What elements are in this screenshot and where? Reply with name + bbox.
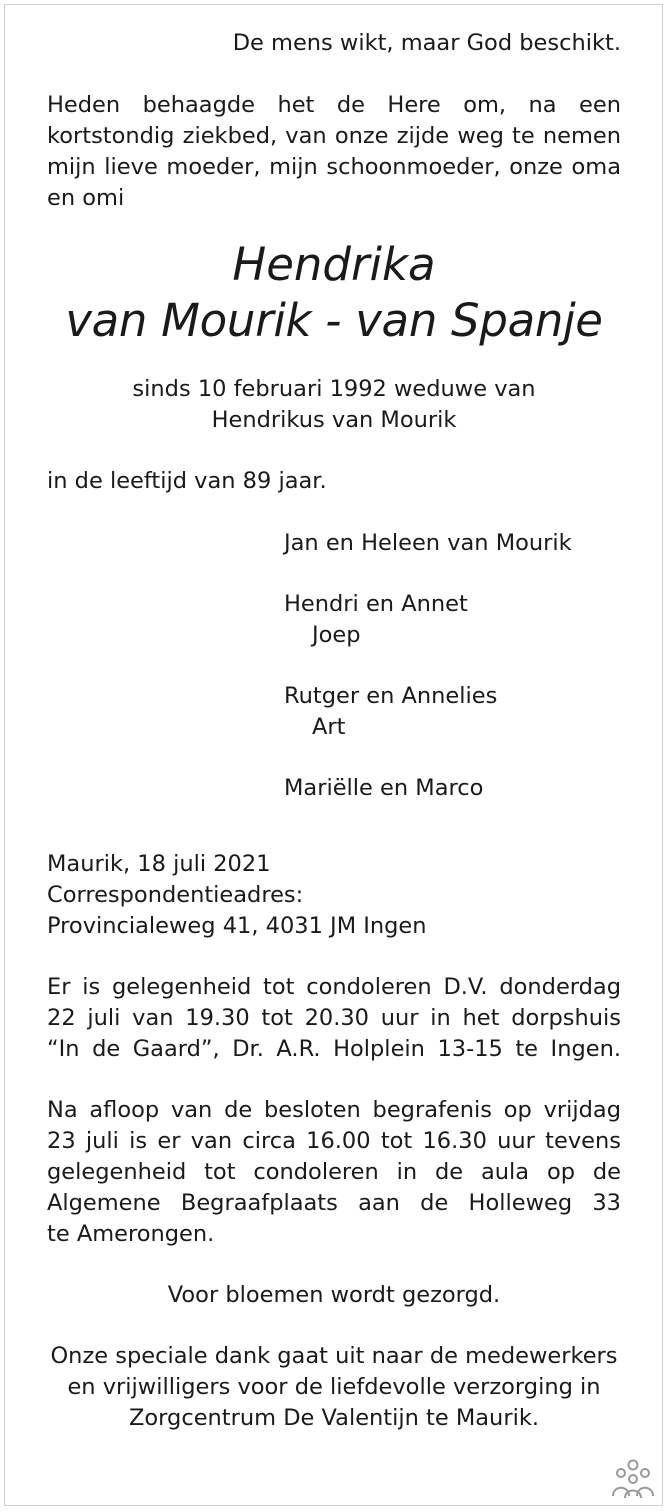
thanks-line: Onze speciale dank gaat uit naar de medewerkers [50,1343,618,1369]
intro-line: kortstondig ziekbed, van onze zijde weg te nemen [47,123,621,149]
correspondence-label: Correspondentieadres: [47,882,304,908]
condolence-line: 23 juli is er van circa 16.00 tot 16.30 uur tevens [47,1128,621,1154]
family-group [284,589,621,651]
condolence-line: Algemene Begraafplaats aan de Holleweg 33 [47,1190,621,1216]
condolence-paragraph-2 [47,1095,621,1250]
thanks-line: Zorgcentrum De Valentijn te Maurik. [129,1405,539,1431]
widow-note-line: Hendrikus van Mourik [211,407,457,433]
obituary-notice [47,28,621,1434]
people-group-icon [610,1458,656,1500]
correspondence-address: Provincialeweg 41, 4031 JM Ingen [47,913,427,939]
condolence-line: Na afloop van de besloten begrafenis op vrijdag [47,1097,621,1123]
widow-note-line: sinds 10 februari 1992 weduwe van [132,376,536,402]
age-note: in de leeftijd van 89 jaar. [47,468,327,494]
family-names: Jan en Heleen van Mourik [284,530,572,556]
deceased-name [47,237,621,349]
intro-paragraph [47,90,621,214]
intro-line: en omi [47,185,125,211]
thanks-line: en vrijwilligers voor de liefdevolle verzorging in [67,1374,601,1400]
family-names: Hendri en Annet [284,591,468,617]
place-date: Maurik, 18 juli 2021 [47,851,271,877]
family-names: Mariëlle en Marco [284,775,484,801]
family-children: Art [312,714,346,740]
family-children: Joep [312,622,361,648]
family-group [284,528,621,559]
motto: De mens wikt, maar God beschikt. [232,30,621,56]
condolence-line: Er is gelegenheid tot condoleren D.V. donderdag [47,974,621,1000]
family-names: Rutger en Annelies [284,683,498,709]
thanks-paragraph [47,1341,621,1434]
condolence-line: te Amerongen. [47,1221,215,1247]
deceased-full-name: van Mourik - van Spanje [65,294,603,347]
condolence-line: 22 juli van 19.30 tot 20.30 uur in het dorpshuis [47,1005,621,1031]
intro-line: mijn lieve moeder, mijn schoonmoeder, onze oma [47,154,621,180]
deceased-first-name: Hendrika [232,238,436,291]
widow-note [47,374,621,436]
family-group [284,681,621,743]
family-group [284,773,621,804]
condolence-line: “In de Gaard”, Dr. A.R. Holplein 13-15 te Ingen. [47,1036,621,1062]
condolence-line: gelegenheid tot condoleren in de aula op de [47,1159,621,1185]
address-block [47,849,621,942]
condolence-paragraph-1 [47,972,621,1065]
intro-line: Heden behaagde het de Here om, na een [47,92,621,118]
flowers-note: Voor bloemen wordt gezorgd. [167,1282,501,1308]
family-list [284,528,621,804]
